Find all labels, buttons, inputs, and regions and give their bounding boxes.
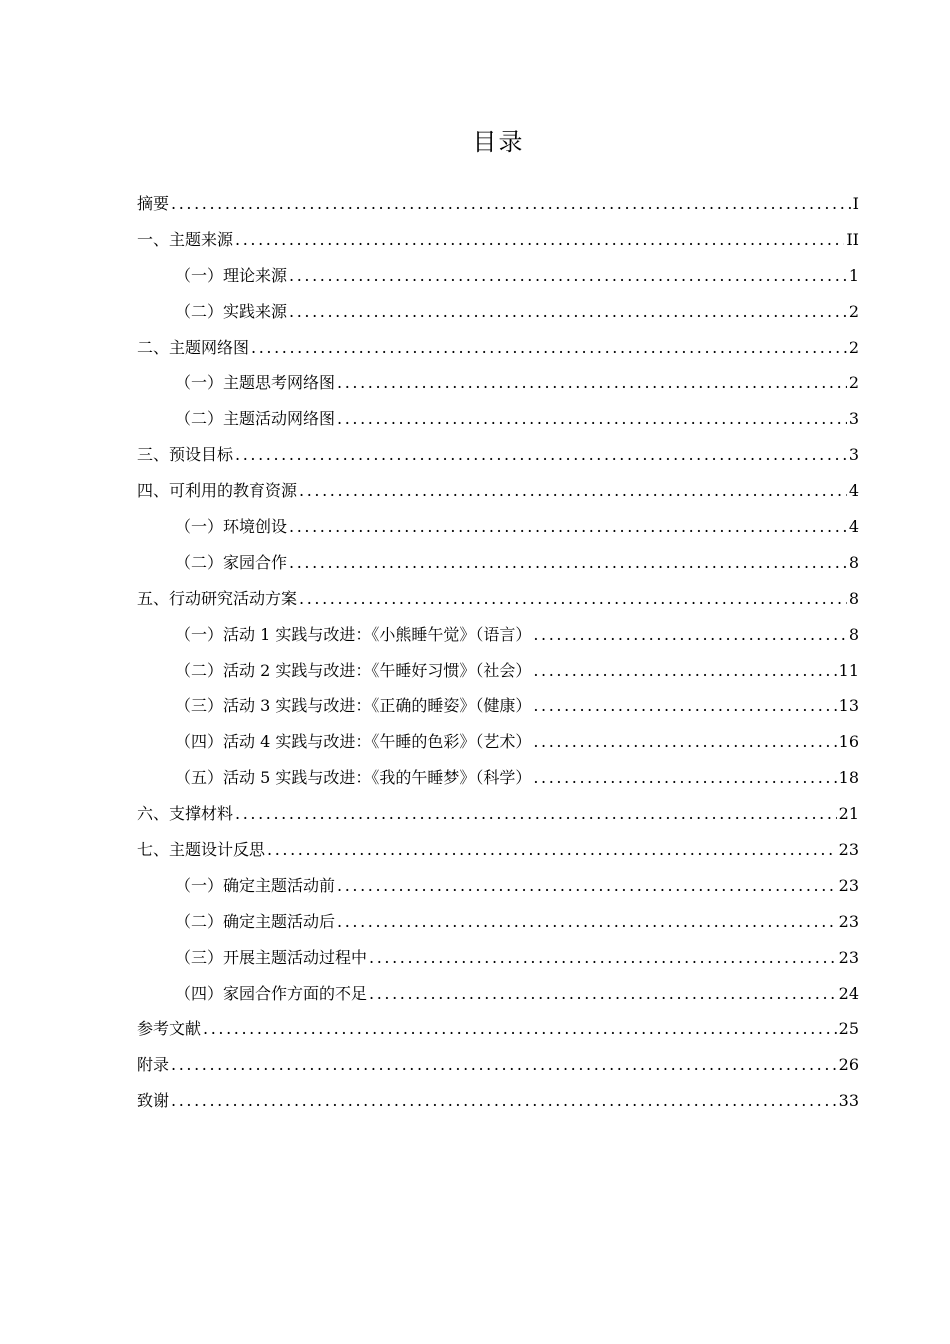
toc-dot-leader (337, 365, 847, 401)
toc-entry-title: （四）活动 4 实践与改进：《午睡的色彩》（艺术） (175, 732, 532, 752)
toc-entry-page-number: 23 (838, 911, 859, 931)
toc-dot-leader (171, 1047, 837, 1083)
toc-entry[interactable] (137, 1047, 859, 1083)
toc-dot-leader (289, 294, 847, 330)
toc-entry-title: （三）活动 3 实践与改进：《正确的睡姿》（健康） (175, 696, 532, 716)
toc-entry[interactable] (137, 222, 859, 258)
toc-entry-page-number: 2 (848, 301, 859, 321)
toc-dot-leader (533, 653, 836, 689)
toc-entry-page-number: 24 (838, 983, 859, 1003)
toc-dot-leader (289, 258, 847, 294)
toc-entry-page-number: 26 (838, 1055, 859, 1075)
toc-entry-page-number: 21 (838, 804, 859, 824)
toc-entry[interactable] (137, 796, 859, 832)
toc-entry[interactable] (137, 186, 859, 222)
toc-dot-leader (369, 940, 837, 976)
toc-entry-title: （二）活动 2 实践与改进：《午睡好习惯》（社会） (175, 660, 532, 680)
toc-dot-leader (235, 796, 837, 832)
toc-entry-title: （一）确定主题活动前 (175, 875, 336, 895)
toc-dot-leader (533, 617, 846, 653)
toc-entry-page-number: II (846, 229, 859, 249)
toc-entry-title: （三）开展主题活动过程中 (175, 947, 368, 967)
toc-dot-leader (267, 832, 837, 868)
toc-dot-leader (289, 545, 847, 581)
toc-dot-leader (337, 904, 837, 940)
toc-entry-page-number: 23 (838, 840, 859, 860)
toc-entry-page-number: 23 (838, 875, 859, 895)
toc-entry-page-number: 33 (838, 1091, 859, 1111)
toc-entry-page-number: 8 (848, 624, 859, 644)
toc-entry-title: 附录 (137, 1055, 170, 1075)
toc-entry-title: （一）主题思考网络图 (175, 373, 336, 393)
toc-entry-page-number: 8 (848, 588, 859, 608)
toc-entry[interactable] (137, 545, 859, 581)
toc-entry[interactable] (137, 617, 859, 653)
toc-entry[interactable] (137, 581, 859, 617)
toc-entry-title: （四）家园合作方面的不足 (175, 983, 368, 1003)
toc-entry-title: （五）活动 5 实践与改进：《我的午睡梦》（科学） (175, 768, 532, 788)
toc-entry-page-number: 13 (838, 696, 859, 716)
toc-entry[interactable] (137, 904, 859, 940)
toc-entry-page-number: 3 (848, 409, 859, 429)
toc-entry-title: （一）环境创设 (175, 517, 288, 537)
toc-entry[interactable] (137, 473, 859, 509)
toc-dot-leader (251, 330, 847, 366)
toc-entry-title: 参考文献 (137, 1019, 202, 1039)
toc-dot-leader (171, 1083, 837, 1119)
toc-entry[interactable] (137, 832, 859, 868)
toc-entry-page-number: I (852, 194, 859, 213)
table-of-contents (137, 186, 859, 1119)
toc-entry[interactable] (137, 330, 859, 366)
toc-entry[interactable] (137, 976, 859, 1012)
toc-entry-title: 六、支撑材料 (137, 804, 234, 824)
toc-entry-title: （二）主题活动网络图 (175, 409, 336, 429)
toc-dot-leader (533, 724, 836, 760)
toc-entry-title: 四、可利用的教育资源 (137, 481, 298, 501)
toc-entry[interactable] (137, 401, 859, 437)
toc-entry-page-number: 23 (838, 947, 859, 967)
toc-dot-leader (235, 222, 844, 258)
toc-dot-leader (203, 1011, 837, 1047)
toc-entry[interactable] (137, 940, 859, 976)
toc-entry-title: （一）活动 1 实践与改进：《小熊睡午觉》（语言） (175, 624, 532, 644)
toc-entry-title: （二）家园合作 (175, 552, 288, 572)
toc-dot-leader (235, 437, 847, 473)
page-title: 目录 (472, 128, 525, 156)
toc-entry-page-number: 18 (838, 768, 859, 788)
toc-entry[interactable] (137, 760, 859, 796)
toc-entry[interactable] (137, 509, 859, 545)
toc-dot-leader (299, 581, 847, 617)
toc-dot-leader (299, 473, 847, 509)
toc-entry-page-number: 16 (838, 732, 859, 752)
toc-entry-title: （一）理论来源 (175, 265, 288, 285)
toc-dot-leader (337, 401, 847, 437)
toc-entry-title: 七、主题设计反思 (137, 840, 266, 860)
toc-entry-title: 二、主题网络图 (137, 337, 250, 357)
toc-dot-leader (369, 976, 837, 1012)
toc-entry-page-number: 11 (838, 660, 859, 680)
toc-dot-leader (533, 760, 836, 796)
toc-entry-page-number: 4 (848, 481, 859, 501)
toc-entry[interactable] (137, 437, 859, 473)
toc-entry[interactable] (137, 1011, 859, 1047)
toc-entry-page-number: 2 (848, 373, 859, 393)
toc-entry[interactable] (137, 258, 859, 294)
toc-entry-title: 五、行动研究活动方案 (137, 588, 298, 608)
toc-entry[interactable] (137, 1083, 859, 1119)
toc-entry[interactable] (137, 653, 859, 689)
toc-entry[interactable] (137, 868, 859, 904)
toc-entry-title: （二）确定主题活动后 (175, 911, 336, 931)
toc-dot-leader (171, 186, 851, 222)
toc-entry-page-number: 1 (848, 265, 859, 285)
toc-entry[interactable] (137, 365, 859, 401)
toc-dot-leader (289, 509, 847, 545)
toc-entry-title: 三、预设目标 (137, 445, 234, 465)
toc-entry-page-number: 4 (848, 517, 859, 537)
toc-entry-title: （二）实践来源 (175, 301, 288, 321)
toc-entry-page-number: 25 (838, 1019, 859, 1039)
toc-entry-title: 一、主题来源 (137, 229, 234, 249)
toc-dot-leader (337, 868, 837, 904)
toc-entry-title: 摘要 (137, 194, 170, 213)
toc-entry[interactable] (137, 294, 859, 330)
toc-entry-page-number: 2 (848, 337, 859, 357)
toc-entry-page-number: 8 (848, 552, 859, 572)
toc-dot-leader (533, 688, 836, 724)
toc-entry[interactable] (137, 724, 859, 760)
toc-entry-title: 致谢 (137, 1091, 170, 1111)
toc-entry-page-number: 3 (848, 445, 859, 465)
toc-entry[interactable] (137, 688, 859, 724)
